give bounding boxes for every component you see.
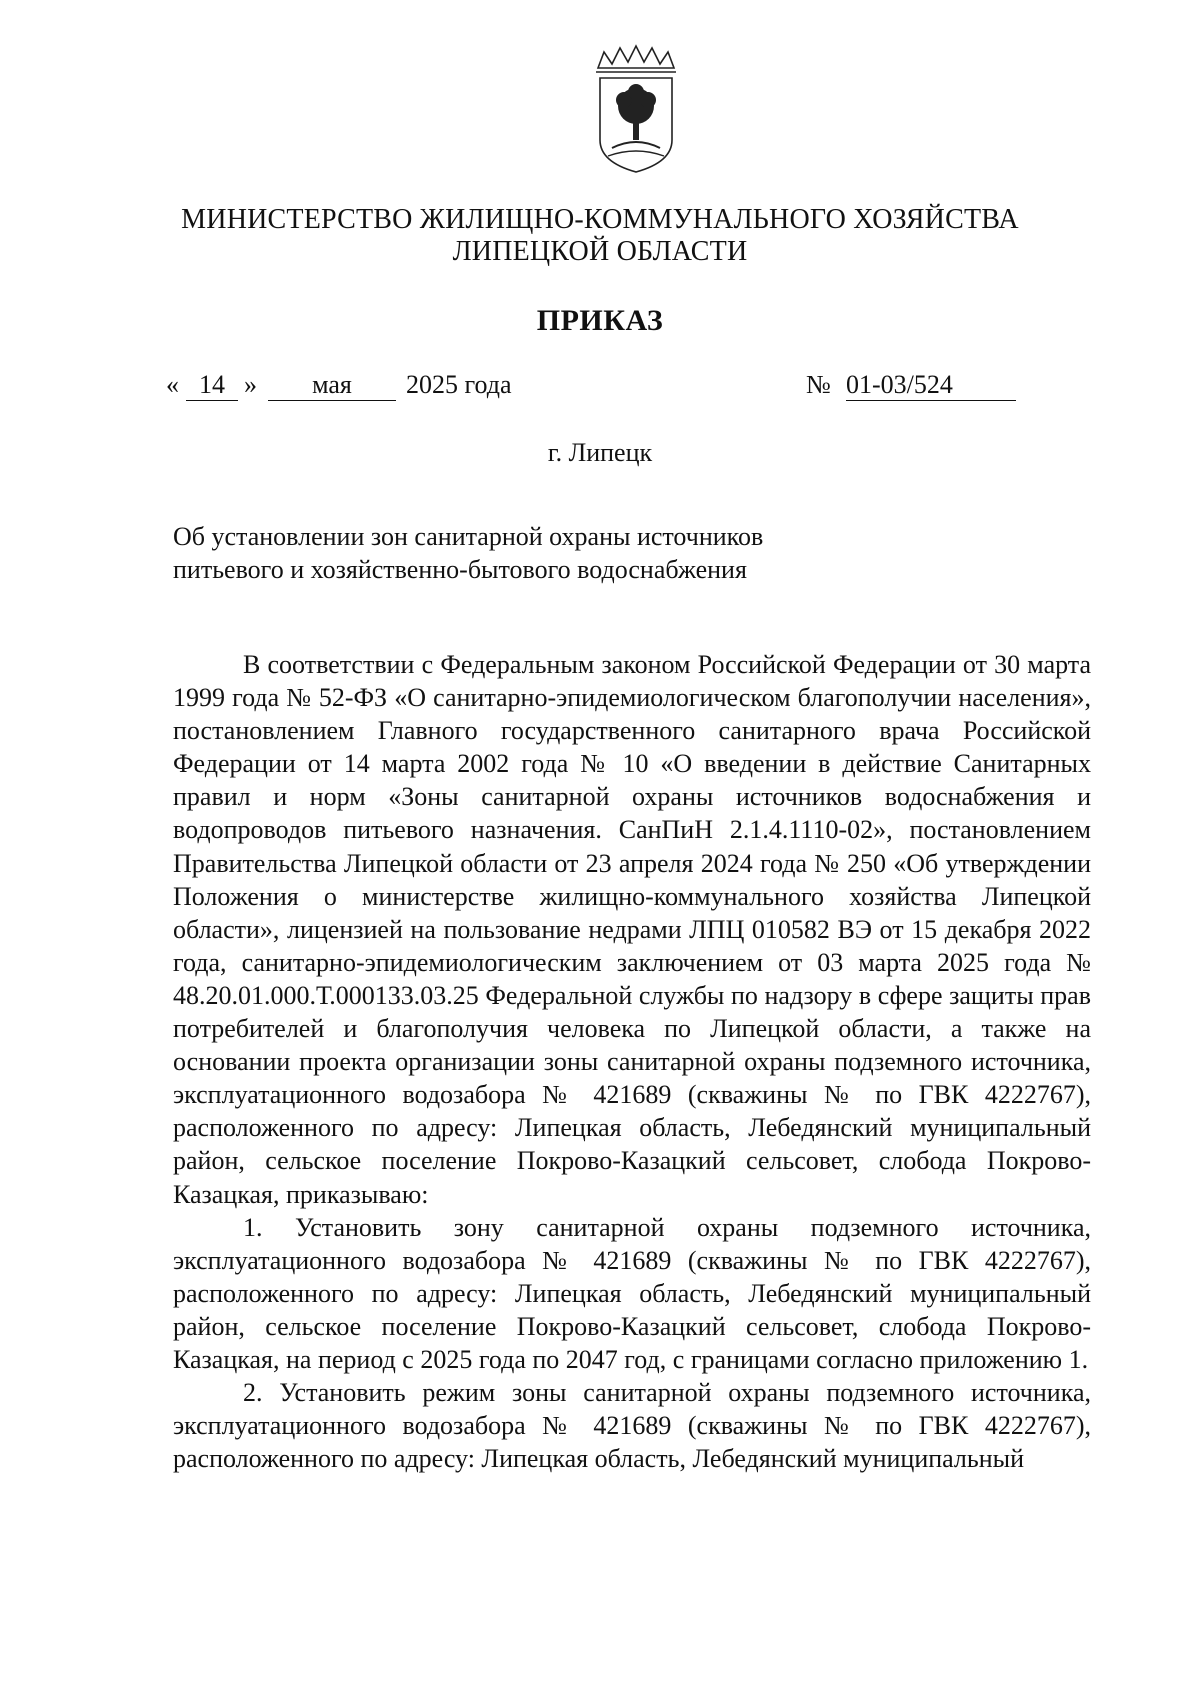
ministry-line-1: МИНИСТЕРСТВО ЖИЛИЩНО-КОММУНАЛЬНОГО ХОЗЯЙСТВА	[181, 204, 1019, 235]
date-close-quote: »	[244, 370, 257, 399]
date-open-quote: «	[166, 370, 179, 399]
date-number-row	[0, 370, 1200, 406]
ministry-name	[100, 204, 1100, 268]
ministry-line-2: ЛИПЕЦКОЙ ОБЛАСТИ	[452, 236, 748, 267]
date-month: мая	[268, 370, 396, 401]
date-year: 2025 года	[406, 370, 512, 399]
order-subject: Об установлении зон санитарной охраны источников питьевого и хозяйственно-бытового водоснабжения	[173, 522, 764, 584]
coat-of-arms-emblem	[592, 44, 680, 176]
clause-1-paragraph: 1. Установить зону санитарной охраны подземного источника, эксплуатационного водозабора № 421689 (скважины № по ГВК 4222767), расположенного по адресу: Липецкая область, Лебедянский муниципальный район, сельское поселение Покрово-Казацкий сельсовет, слобода Покрово-Казацкая, на период с 2025 года по 2047 год, с границами согласно приложению 1.	[173, 1212, 1091, 1374]
order-number: 01-03/524	[846, 370, 1016, 401]
document-type-title: ПРИКАЗ	[536, 304, 664, 337]
number-sign: №	[806, 370, 831, 399]
clause-2-paragraph: 2. Установить режим зоны санитарной охраны подземного источника, эксплуатационного водозабора № 421689 (скважины № по ГВК 4222767), расположенного по адресу: Липецкая область, Лебедянский муниципальный	[173, 1378, 1091, 1474]
date-day: 14	[186, 370, 238, 401]
city-name: г. Липецк	[547, 438, 653, 467]
order-body	[173, 648, 1091, 1475]
preamble-paragraph: В соответствии с Федеральным законом Российской Федерации от 30 марта 1999 года № 52-ФЗ «О санитарно-эпидемиологическом благополучии населения», постановлением Главного государственного санитарного врача Российской Федерации от 14 марта 2002 года № 10 «О введении в действие Санитарных правил и норм «Зоны санитарной охраны источников водоснабжения и водопроводов питьевого назначения. СанПиН 2.1.4.1110-02», постановлением Правительства Липецкой области от 23 апреля 2024 года № 250 «Об утверждении Положения о министерстве жилищно-коммунального хозяйства Липецкой области», лицензией на пользование недрами ЛПЦ 010582 ВЭ от 15 декабря 2022 года, санитарно-эпидемиологическим заключением от 03 марта 2025 года № 48.20.01.000.Т.000133.03.25 Федеральной службы по надзору в сфере защиты прав потребителей и благополучия человека по Липецкой области, а также на основании проекта организации зоны санитарной охраны подземного источника, эксплуатационного водозабора № 421689 (скважины № по ГВК 4222767), расположенного по адресу: Липецкая область, Лебедянский муниципальный район, сельское поселение Покрово-Казацкий сельсовет, слобода Покрово-Казацкая, приказываю:	[173, 650, 1091, 1209]
